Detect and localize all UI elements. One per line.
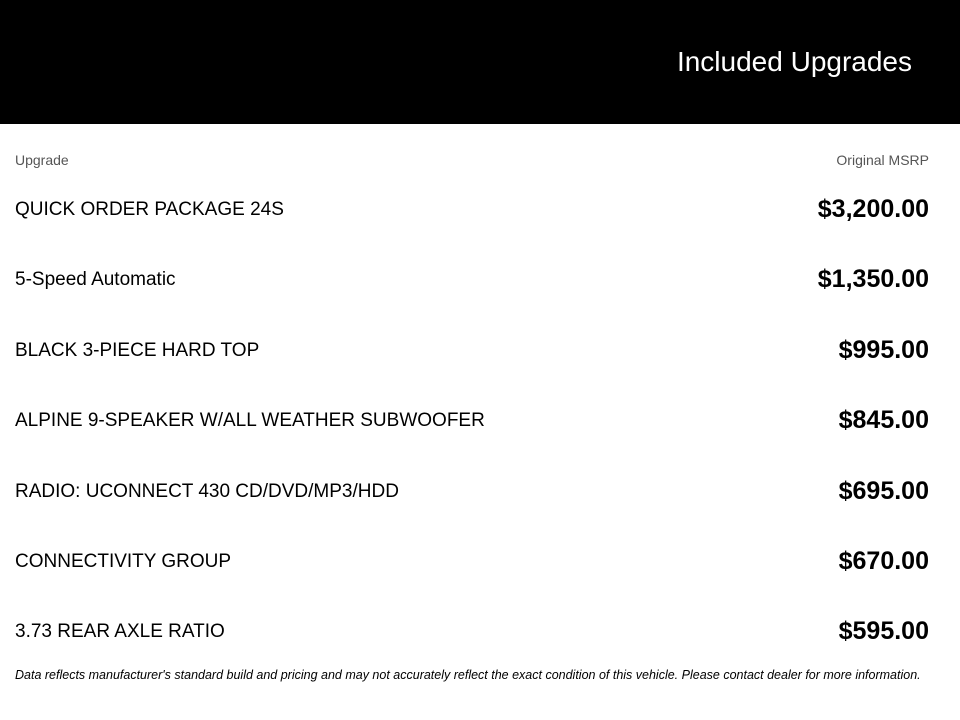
upgrade-name: RADIO: UCONNECT 430 CD/DVD/MP3/HDD <box>15 480 399 502</box>
upgrade-row <box>15 327 929 397</box>
upgrade-price: $3,200.00 <box>817 195 929 223</box>
upgrade-price: $595.00 <box>838 617 929 646</box>
upgrade-name: ALPINE 9-SPEAKER W/ALL WEATHER SUBWOOFER <box>15 410 485 432</box>
upgrade-price: $845.00 <box>838 406 929 435</box>
upgrade-name: 5-Speed Automatic <box>15 269 176 291</box>
upgrade-row <box>15 397 929 467</box>
upgrade-name: 3.73 REAR AXLE RATIO <box>15 621 225 643</box>
column-header-upgrade: Upgrade <box>15 152 69 168</box>
table-header <box>15 150 929 170</box>
upgrade-price: $695.00 <box>838 476 929 505</box>
upgrade-row <box>15 186 929 256</box>
upgrades-list <box>15 186 929 679</box>
upgrade-price: $1,350.00 <box>817 265 929 294</box>
header-banner <box>0 0 960 124</box>
upgrade-row <box>15 468 929 538</box>
upgrade-row <box>15 538 929 608</box>
upgrade-name: CONNECTIVITY GROUP <box>15 550 232 572</box>
upgrade-row <box>15 256 929 326</box>
upgrade-price: $670.00 <box>838 546 929 575</box>
column-header-msrp: Original MSRP <box>836 152 929 168</box>
upgrade-name: BLACK 3-PIECE HARD TOP <box>15 339 260 361</box>
page-title: Included Upgrades <box>676 46 912 77</box>
disclaimer-text: Data reflects manufacturer's standard build and pricing and may not accurately reflect the exact condition of this vehicle. Please contact dealer for more information. <box>15 668 921 682</box>
upgrade-price: $995.00 <box>838 335 929 364</box>
upgrade-name: QUICK ORDER PACKAGE 24S <box>15 199 284 220</box>
